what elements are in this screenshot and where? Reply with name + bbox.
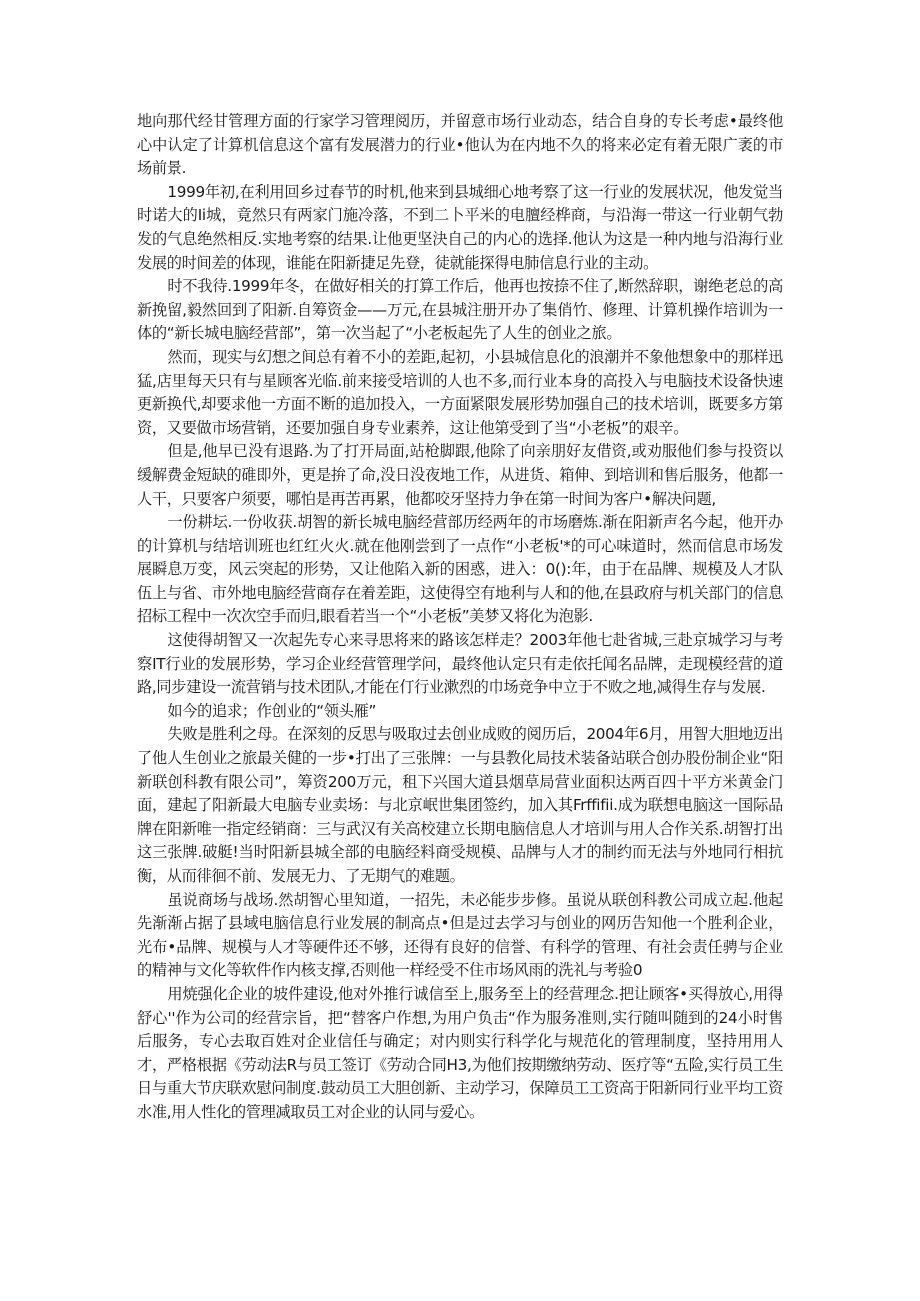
paragraph-4: 然而，现实与幻想之间总有着不小的差距,起初，小县城信息化的浪潮并不象他想象中的那样迅猛,店里每天只有与星顾客光临.前来接受培训的人也不多,而行业本身的高投入与电脑技术设备快速更新换代,却要求他一方面不断的追加投入，一方面紧限发展形势加强自己的技术培训，既要多方第资，又要做市场营销，还要加强自身专业素养，这让他第受到了当“小老板”的艰辛。 (137, 347, 783, 437)
document-body (137, 110, 783, 1125)
paragraph-5: 但是,他早已没有退路.为了打开局面,站枪脚跟,他除了向亲朋好友借资,或劝服他们参与投资以缓解费金短缺的碓即外，更是拚了命,没日没夜地工作，从进货、箱伸、到培训和售后服务，他都一人干，只要客户须要，哪怕是再苦再累，他都咬牙坚持力争在第一时间为客户•解决问题, (137, 442, 783, 508)
paragraph-10: 用焼强化企业的坡件建设,他对外推行诚信至上,服务至上的经营理念.把让顾客•买得放心,用得舒心''作为公司的经营宗旨，把“替客户作想,为用户负击“作为服务准则,实行随叫随到的24小时售后服务，专心去取百姓对企业信任与确定；对内则实行科学化与规范化的管理制度，坚持用用人才，严格根据《劳动法R与员工签订《劳动合同H3,为他们按期缴纳劳动、医疗等“五险,实行员工生日与重大节庆联欢慰问制度.鼓动员工大胆创新、主动学习，保障员工工资高于阳新同行业平均工资水准,用人性化的管理减取员工对企业的认同与爱心。 (137, 984, 783, 1121)
paragraph-6: 一份耕坛.一份收获.胡智的新长城电脑经营部历经两年的市场磨炼.渐在阳新声名今起，他开办的计算机与结培训班也红红火火.就在他刚尝到了一点作“小老板'*的可心味道时，然而信息市场发展瞬息万变，风云突起的形势，又让他陷入新的困惑，进入：0():年，由于在品牌、规模及人才队伍上与省、市外地电脑经营商存在着差距，这使得空有地利与人和的他,在县政府与机关部门的信息招标工程中一次次空手而归,眼看若当一个“小老板”美梦又将化为泡影. (137, 513, 783, 626)
section-heading: 如今的追求；作创业的“领头雁” (167, 701, 377, 720)
paragraph-3: 时不我待.1999年冬，在做好相关的打算工作后，他再也按捺不住了,断然辞职，谢绝老总的高新挽留,毅然回到了阳新.自筹资金——万元,在县城注册开办了集俏竹、修理、计算机操作培训为一体的“新长城电脑经营部”，第一次当起了“小老板起先了人生的创业之旅。 (137, 277, 783, 343)
paragraph-9: 虽说商场与战场.然胡智心里知道，一招先，未必能步步修。虽说从联创科教公司成立起.他起先渐渐占据了县域电脑信息行业发展的制高点•但是过去学习与创业的网历告知他一个胜利企业，光布•品牌、规模与人才等硬件还不够，还得有良好的信誉、有科学的管理、有社会责任骋与企业的精神与文化等软件作内核支撑,否则他一样经受不住市场风雨的洗礼与考验0 (137, 890, 783, 980)
paragraph-7: 这使得胡智又一次起先专心来寻思将来的路该怎样走？2003年他七赴省城,三赴京城学习与考察IT行业的发展形势，学习企业经营管理学问，最终他认定只有走依托闻名品牌，走现模经营的道路,同步建设一流营销与技术团队,才能在仃行业漱烈的巾场竞争中立于不败之地,减得生存与发展. (137, 631, 783, 697)
paragraph-2: 1999年初,在利用回乡过春节的时机,他来到县城细心地考察了这一行业的发展状况，他发觉当时诺大的Ii城，竟然只有两家门施冷落，不到二卜平米的电膻经桦商，与沿海一带这一行业朝气勃发的气息绝然相反.实地考察的结果.让他更坚決自己的内心的选择.他认为这是一种内地与沿海行业发展的时间差的体现，谁能在阳新捷足先登，徒就能探得电肺信息行业的主动。 (137, 182, 783, 272)
paragraph-1: 地向那代经甘管理方面的行家学习管理阅历，并留意市场行业动态，结合自身的专长考虑•最终他心中认定了计算机信息这个富有发展潜力的行业•他认为在内地不久的将来必定有着无限广袤的市场前景. (137, 112, 783, 178)
paragraph-8: 失败是胜利之母。在深刻的反思与吸取过去创业成败的阅历后，2004年6月，用智大胆地迈出了他人生创业之旅最关健的一步•打出了三张牌：一与县教化局技术装备站联合创办股份制企业“阳新联创科教有限公司”，筹资200万元，租下兴国大道县烟草局营业面积达两百四十平方米黄金门面，建起了阳新最大电脑专业卖场：与北京岷世集团签约，加入其Frffifii.成为联想电脑这一国际品牌在阳新唯一指定经销商：三与武汉有关高校建立长期电脑信息人才培训与用人合作关系.胡智打出这三张牌.破艇!当时阳新县城全部的电脑经料商受规模、品牌与人才的制约而无法与外地同行相抗衡，从而徘徊不前、发展无力、了无期气的难题。 (137, 725, 783, 885)
